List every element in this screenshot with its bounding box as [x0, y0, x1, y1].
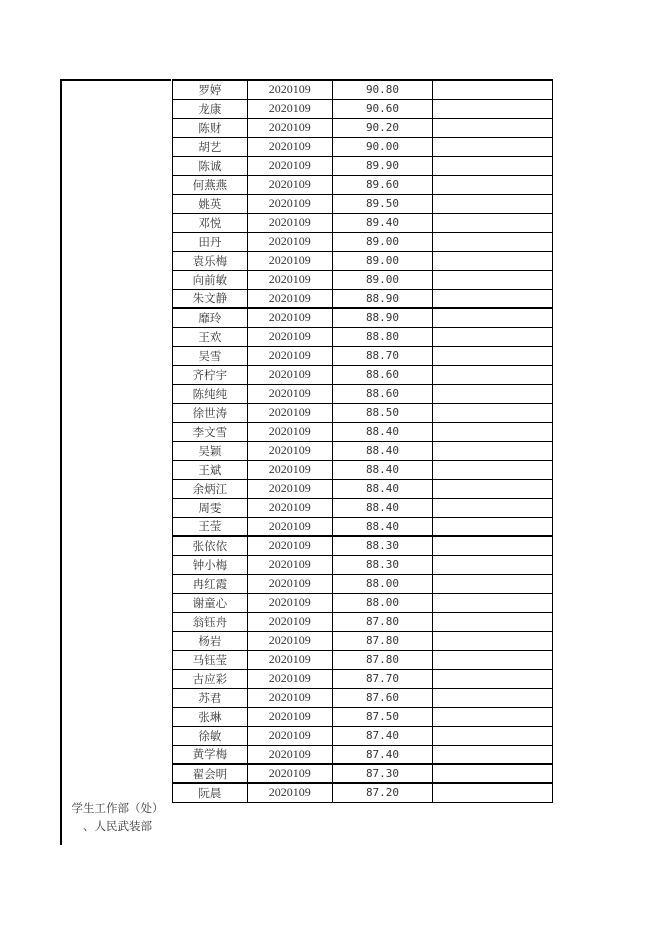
code-cell[interactable]: 2020109 — [247, 403, 332, 422]
name-cell[interactable]: 苏君 — [173, 688, 248, 707]
name-cell[interactable]: 吴雪 — [173, 346, 248, 365]
table-row — [173, 783, 553, 802]
name-cell[interactable]: 姚英 — [173, 194, 248, 213]
table-row — [173, 270, 553, 289]
score-cell[interactable]: 88.60 — [332, 384, 433, 403]
code-cell[interactable]: 2020109 — [247, 194, 332, 213]
table-row — [173, 365, 553, 384]
code-cell[interactable]: 2020109 — [247, 555, 332, 574]
name-cell[interactable]: 阮晨 — [173, 783, 248, 802]
score-cell[interactable]: 88.40 — [332, 422, 433, 441]
note-cell[interactable] — [433, 422, 553, 441]
code-cell[interactable]: 2020109 — [247, 707, 332, 726]
note-cell[interactable] — [433, 745, 553, 764]
department-line-1: 学生工作部（处） — [71, 801, 164, 815]
score-cell[interactable]: 90.80 — [332, 80, 433, 99]
note-cell[interactable] — [433, 118, 553, 137]
name-cell[interactable]: 黄学梅 — [173, 745, 248, 764]
score-cell[interactable]: 88.40 — [332, 517, 433, 536]
code-cell[interactable]: 2020109 — [247, 251, 332, 270]
note-cell[interactable] — [433, 327, 553, 346]
name-cell[interactable]: 靡玲 — [173, 308, 248, 327]
score-cell[interactable]: 87.40 — [332, 726, 433, 745]
score-cell[interactable]: 89.00 — [332, 270, 433, 289]
table-row — [173, 308, 553, 327]
table-row — [173, 536, 553, 555]
note-cell[interactable] — [433, 498, 553, 517]
table-row — [173, 422, 553, 441]
note-cell[interactable] — [433, 460, 553, 479]
code-cell[interactable]: 2020109 — [247, 327, 332, 346]
note-cell[interactable] — [433, 441, 553, 460]
code-cell[interactable]: 2020109 — [247, 422, 332, 441]
note-cell[interactable] — [433, 536, 553, 555]
score-cell[interactable]: 88.40 — [332, 498, 433, 517]
code-cell[interactable]: 2020109 — [247, 460, 332, 479]
table-row — [173, 612, 553, 631]
score-cell[interactable]: 88.30 — [332, 555, 433, 574]
note-cell[interactable] — [433, 346, 553, 365]
table-row — [173, 707, 553, 726]
code-cell[interactable]: 2020109 — [247, 137, 332, 156]
code-cell[interactable]: 2020109 — [247, 764, 332, 783]
score-cell[interactable]: 87.80 — [332, 631, 433, 650]
note-cell[interactable] — [433, 175, 553, 194]
note-cell[interactable] — [433, 308, 553, 327]
code-cell[interactable]: 2020109 — [247, 631, 332, 650]
score-cell[interactable]: 88.40 — [332, 479, 433, 498]
code-cell[interactable]: 2020109 — [247, 289, 332, 308]
name-cell[interactable]: 陈诚 — [173, 156, 248, 175]
table-row — [173, 498, 553, 517]
note-cell[interactable] — [433, 650, 553, 669]
table-row — [173, 327, 553, 346]
name-cell[interactable]: 袁乐梅 — [173, 251, 248, 270]
score-cell[interactable]: 88.50 — [332, 403, 433, 422]
note-cell[interactable] — [433, 365, 553, 384]
name-cell[interactable]: 吴颖 — [173, 441, 248, 460]
table-row — [173, 194, 553, 213]
code-cell[interactable]: 2020109 — [247, 232, 332, 251]
table-row — [173, 251, 553, 270]
table-row — [173, 726, 553, 745]
score-cell[interactable]: 89.60 — [332, 175, 433, 194]
code-cell[interactable]: 2020109 — [247, 669, 332, 688]
note-cell[interactable] — [433, 194, 553, 213]
note-cell[interactable] — [433, 156, 553, 175]
score-cell[interactable]: 89.40 — [332, 213, 433, 232]
score-cell[interactable]: 88.90 — [332, 289, 433, 308]
score-cell[interactable]: 89.00 — [332, 232, 433, 251]
score-cell[interactable]: 89.50 — [332, 194, 433, 213]
code-cell[interactable]: 2020109 — [247, 536, 332, 555]
name-cell[interactable]: 田丹 — [173, 232, 248, 251]
score-cell[interactable]: 87.20 — [332, 783, 433, 802]
code-cell[interactable]: 2020109 — [247, 384, 332, 403]
name-cell[interactable]: 马钰莹 — [173, 650, 248, 669]
note-cell[interactable] — [433, 479, 553, 498]
score-cell[interactable]: 90.20 — [332, 118, 433, 137]
note-cell[interactable] — [433, 726, 553, 745]
note-cell[interactable] — [433, 80, 553, 99]
name-cell[interactable]: 张依依 — [173, 536, 248, 555]
name-cell[interactable]: 何燕燕 — [173, 175, 248, 194]
score-cell[interactable]: 87.30 — [332, 764, 433, 783]
table-row — [173, 669, 553, 688]
name-cell[interactable]: 陈财 — [173, 118, 248, 137]
table-row — [173, 232, 553, 251]
table-row — [173, 460, 553, 479]
note-cell[interactable] — [433, 232, 553, 251]
code-cell[interactable]: 2020109 — [247, 612, 332, 631]
table-row — [173, 289, 553, 308]
note-cell[interactable] — [433, 99, 553, 118]
note-cell[interactable] — [433, 137, 553, 156]
score-cell[interactable]: 87.80 — [332, 650, 433, 669]
code-cell[interactable]: 2020109 — [247, 688, 332, 707]
code-cell[interactable]: 2020109 — [247, 517, 332, 536]
name-cell[interactable]: 王斌 — [173, 460, 248, 479]
name-cell[interactable]: 邓悦 — [173, 213, 248, 232]
name-cell[interactable]: 谢童心 — [173, 593, 248, 612]
table-row — [173, 650, 553, 669]
name-cell[interactable]: 周雯 — [173, 498, 248, 517]
table-row — [173, 99, 553, 118]
table-row — [173, 555, 553, 574]
code-cell[interactable]: 2020109 — [247, 365, 332, 384]
note-cell[interactable] — [433, 669, 553, 688]
table-row — [173, 346, 553, 365]
name-cell[interactable]: 向前敏 — [173, 270, 248, 289]
table-row — [173, 213, 553, 232]
code-cell[interactable]: 2020109 — [247, 745, 332, 764]
score-cell[interactable]: 88.30 — [332, 536, 433, 555]
note-cell[interactable] — [433, 688, 553, 707]
code-cell[interactable]: 2020109 — [247, 270, 332, 289]
code-cell[interactable]: 2020109 — [247, 479, 332, 498]
score-cell[interactable]: 88.80 — [332, 327, 433, 346]
score-cell[interactable]: 88.60 — [332, 365, 433, 384]
code-cell[interactable]: 2020109 — [247, 308, 332, 327]
table-row — [173, 745, 553, 764]
note-cell[interactable] — [433, 631, 553, 650]
score-cell[interactable]: 88.40 — [332, 441, 433, 460]
note-cell[interactable] — [433, 783, 553, 802]
name-cell[interactable]: 翁钰舟 — [173, 612, 248, 631]
name-cell[interactable]: 王欢 — [173, 327, 248, 346]
table-row — [173, 118, 553, 137]
table-row — [173, 441, 553, 460]
department-merged-cell[interactable] — [60, 79, 171, 845]
table-row — [173, 517, 553, 536]
code-cell[interactable]: 2020109 — [247, 80, 332, 99]
code-cell[interactable]: 2020109 — [247, 441, 332, 460]
name-cell[interactable]: 翟会明 — [173, 764, 248, 783]
note-cell[interactable] — [433, 555, 553, 574]
table-row — [173, 403, 553, 422]
score-cell[interactable]: 90.60 — [332, 99, 433, 118]
code-cell[interactable]: 2020109 — [247, 783, 332, 802]
note-cell[interactable] — [433, 251, 553, 270]
code-cell[interactable]: 2020109 — [247, 726, 332, 745]
name-cell[interactable]: 陈纯纯 — [173, 384, 248, 403]
name-cell[interactable]: 胡艺 — [173, 137, 248, 156]
score-cell[interactable]: 87.70 — [332, 669, 433, 688]
note-cell[interactable] — [433, 270, 553, 289]
table-row — [173, 764, 553, 783]
note-cell[interactable] — [433, 213, 553, 232]
name-cell[interactable]: 朱文静 — [173, 289, 248, 308]
code-cell[interactable]: 2020109 — [247, 498, 332, 517]
code-cell[interactable]: 2020109 — [247, 593, 332, 612]
score-cell[interactable]: 88.90 — [332, 308, 433, 327]
score-cell[interactable]: 87.50 — [332, 707, 433, 726]
score-cell[interactable]: 90.00 — [332, 137, 433, 156]
candidate-grid — [172, 79, 553, 803]
table-row — [173, 479, 553, 498]
score-cell[interactable]: 88.00 — [332, 574, 433, 593]
note-cell[interactable] — [433, 517, 553, 536]
note-cell[interactable] — [433, 289, 553, 308]
department-label — [62, 799, 173, 835]
note-cell[interactable] — [433, 574, 553, 593]
name-cell[interactable]: 张琳 — [173, 707, 248, 726]
table-row — [173, 80, 553, 99]
code-cell[interactable]: 2020109 — [247, 99, 332, 118]
note-cell[interactable] — [433, 403, 553, 422]
name-cell[interactable]: 冉红霞 — [173, 574, 248, 593]
score-cell[interactable]: 89.00 — [332, 251, 433, 270]
score-cell[interactable]: 87.40 — [332, 745, 433, 764]
table-row — [173, 384, 553, 403]
code-cell[interactable]: 2020109 — [247, 175, 332, 194]
name-cell[interactable]: 罗婷 — [173, 80, 248, 99]
table-row — [173, 631, 553, 650]
table-row — [173, 593, 553, 612]
name-cell[interactable]: 古应彩 — [173, 669, 248, 688]
name-cell[interactable]: 李文雪 — [173, 422, 248, 441]
code-cell[interactable]: 2020109 — [247, 574, 332, 593]
score-cell[interactable]: 88.40 — [332, 460, 433, 479]
code-cell[interactable]: 2020109 — [247, 156, 332, 175]
score-cell[interactable]: 87.60 — [332, 688, 433, 707]
table-row — [173, 175, 553, 194]
code-cell[interactable]: 2020109 — [247, 346, 332, 365]
name-cell[interactable]: 龙康 — [173, 99, 248, 118]
table-row — [173, 688, 553, 707]
note-cell[interactable] — [433, 707, 553, 726]
table-row — [173, 156, 553, 175]
score-cell[interactable]: 89.90 — [332, 156, 433, 175]
score-cell[interactable]: 88.70 — [332, 346, 433, 365]
note-cell[interactable] — [433, 593, 553, 612]
table-row — [173, 574, 553, 593]
name-cell[interactable]: 徐敏 — [173, 726, 248, 745]
table-row — [173, 137, 553, 156]
name-cell[interactable]: 钟小梅 — [173, 555, 248, 574]
score-cell[interactable]: 88.00 — [332, 593, 433, 612]
name-cell[interactable]: 杨岩 — [173, 631, 248, 650]
note-cell[interactable] — [433, 612, 553, 631]
note-cell[interactable] — [433, 384, 553, 403]
name-cell[interactable]: 徐世涛 — [173, 403, 248, 422]
name-cell[interactable]: 齐柠宇 — [173, 365, 248, 384]
department-line-2: 、人民武装部 — [83, 819, 152, 833]
code-cell[interactable]: 2020109 — [247, 213, 332, 232]
name-cell[interactable]: 王莹 — [173, 517, 248, 536]
name-cell[interactable]: 余炳江 — [173, 479, 248, 498]
code-cell[interactable]: 2020109 — [247, 118, 332, 137]
code-cell[interactable]: 2020109 — [247, 650, 332, 669]
note-cell[interactable] — [433, 764, 553, 783]
score-cell[interactable]: 87.80 — [332, 612, 433, 631]
